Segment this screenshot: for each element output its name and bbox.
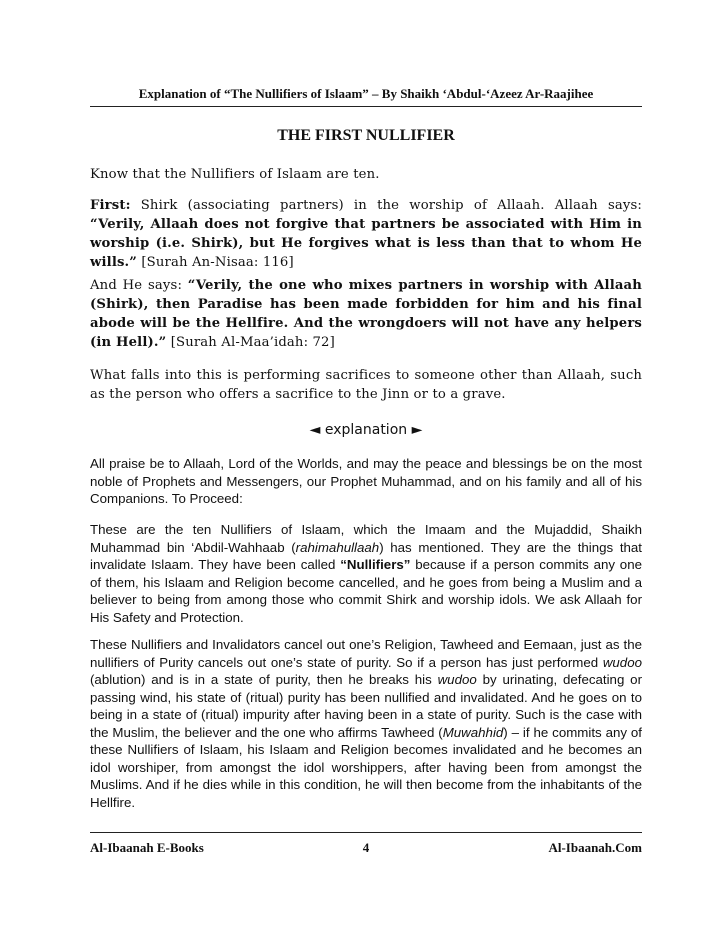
explanation-2-italic-term: rahimahullaah (295, 539, 380, 555)
page-number: 4 (362, 840, 370, 855)
explanation-3-italic-wudoo-1: wudoo (602, 654, 642, 670)
page-footer (90, 840, 642, 858)
sacrifice-paragraph (90, 366, 642, 404)
quran-quote-2: “Verily, the one who mixes partners in worship with Allaah (Shirk), then Paradise has been made forbidden for him and his final abode will be the Hellfire. And the wrongdoers will not have any helpers (in Hell).” (90, 278, 642, 350)
explanation-divider: ◄ explanation ► (309, 422, 423, 438)
explanation-2-part-e: because if a person commits any one of them, his Islaam and Religion become cancelled, and he goes from being a Muslim and a believer to being from among those who commit Shirk and worship idols. We ask Allaah for His Safety and Protection. (90, 557, 642, 625)
header-rule (90, 106, 642, 107)
intro-paragraph (90, 165, 642, 184)
footer-website: Al-Ibaanah.Com (548, 840, 642, 855)
intro-text: Know that the Nullifiers of Islaam are ten. (90, 167, 380, 182)
explanation-3-part-a: These Nullifiers and Invalidators cancel out one’s Religion, Tawheed and Eemaan, just as the nullifiers of Purity cancels out one’s state of purity. So if a person has just performed (90, 637, 642, 670)
explanation-2-part-c: ) has mentioned. They are the things that invalidate Islaam. They have been called (90, 539, 642, 572)
running-header: Explanation of “The Nullifiers of Islaam” – By Shaikh ‘Abdul-‘Azeez Ar-Raajihee (138, 86, 594, 101)
explanation-paragraph-3 (90, 636, 642, 811)
explanation-text-1: All praise be to Allaah, Lord of the Worlds, and may the peace and blessings be on the most noble of Prophets and Messengers, our Prophet Muhammad, and on his family and all of his Companions. To Proceed: (90, 456, 642, 506)
explanation-3-part-c: (ablution) and is in a state of purity, then he breaks his (90, 672, 438, 687)
quran-reference-2: [Surah Al-Maa’idah: 72] (166, 335, 335, 350)
section-title: THE FIRST NULLIFIER (277, 127, 455, 144)
quran-quote-1: “Verily, Allaah does not forgive that partners be associated with Him in worship (i.e. Shirk), but He forgives what is less than that to whom He wills.” (90, 217, 642, 270)
explanation-3-part-e: by urinating, defecating or passing wind, his state of (ritual) purity has been nullified and invalidated. And he goes on to being in a state of (ritual) impurity after having been in a state of purity. Such is the case with the Muslim, the believer and the one who affirms Tawheed ( (90, 672, 642, 740)
explanation-3-part-g: ) – if he commits any of these Nullifiers of Islaam, his Islaam and Religion becomes invalidated and he becomes an idol worshiper, from amongst the idol worshippers, after having been from amongst the Muslims. And if he dies while in this condition, he will then become from the inhabitants of the Hellfire. (90, 724, 642, 810)
first-text: Shirk (associating partners) in the worship of Allaah. Allaah says: (130, 198, 642, 213)
footer-publisher: Al-Ibaanah E-Books (90, 840, 204, 855)
quran-reference-1: [Surah An-Nisaa: 116] (137, 255, 294, 270)
explanation-paragraph-1 (90, 455, 642, 508)
first-label: First: (90, 198, 131, 213)
second-verse-paragraph (90, 276, 642, 352)
footer-rule (90, 832, 642, 833)
explanation-2-part-a: These are the ten Nullifiers of Islaam, which the Imaam and the Mujaddid, Shaikh Muhammad bin ‘Abdil-Wahhaab ( (90, 522, 642, 555)
explanation-2-bold-term: “Nullifiers” (340, 557, 411, 572)
verse-intro: And He says: (90, 278, 188, 293)
explanation-3-italic-muwahhid: Muwahhid (442, 724, 504, 740)
sacrifice-text: What falls into this is performing sacrifices to someone other than Allaah, such as the person who offers a sacrifice to the Jinn or to a grave. (90, 368, 642, 402)
explanation-3-italic-wudoo-2: wudoo (437, 672, 477, 687)
first-nullifier-paragraph (90, 196, 642, 272)
explanation-paragraph-2 (90, 521, 642, 626)
